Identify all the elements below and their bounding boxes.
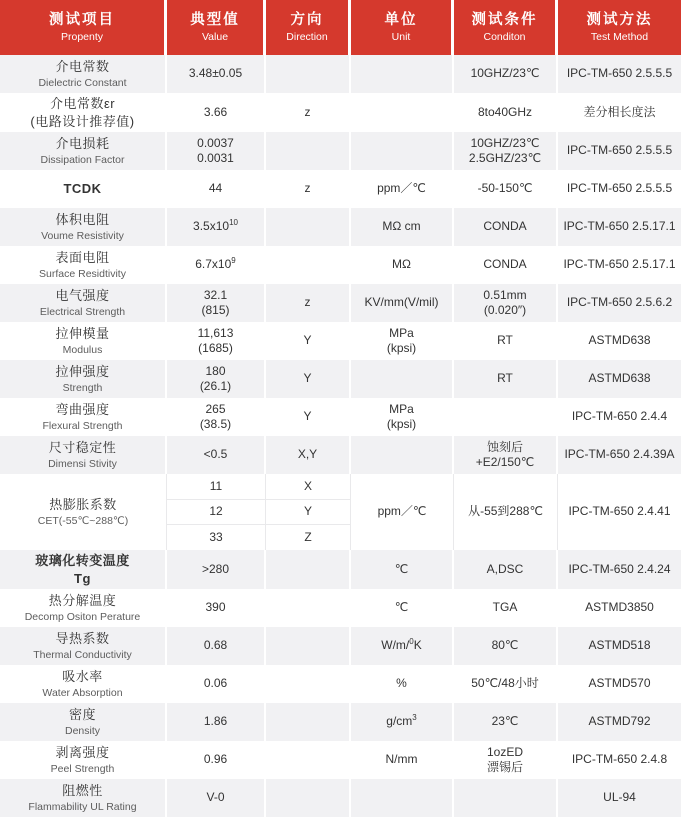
table-row xyxy=(0,779,681,817)
condition-cell: 10GHZ/23℃ 2.5GHZ/23℃ xyxy=(454,132,558,170)
direction-cell xyxy=(266,208,351,246)
condition-cell: CONDA xyxy=(454,208,558,246)
value-cell: 0.06 xyxy=(167,665,266,703)
header-label-en: Test Method xyxy=(590,30,649,43)
direction-cell xyxy=(266,703,351,741)
direction-cell: X xyxy=(266,474,351,499)
unit-cell: ℃ xyxy=(351,589,454,627)
unit-cell: % xyxy=(351,665,454,703)
condition-cell: 10GHZ/23℃ xyxy=(454,55,558,93)
header-label-zh: 测试条件 xyxy=(471,11,538,28)
unit-cell xyxy=(351,779,454,817)
header-label-en: Direction xyxy=(286,30,328,43)
cte-subrow xyxy=(167,474,351,500)
method-cell: IPC-TM-650 2.5.6.2 xyxy=(566,295,673,310)
method-cell: ASTMD638 xyxy=(588,371,651,386)
table-row xyxy=(0,741,681,779)
unit-cell: ppm／℃ xyxy=(351,474,454,550)
property-name-cell: 尺寸稳定性 Dimensi Stivity xyxy=(0,436,167,474)
condition-cell: 蚀刻后 +E2/150℃ xyxy=(454,436,558,474)
header-cell-test-item xyxy=(0,0,167,55)
property-name-cell: 拉伸模量 Modulus xyxy=(0,322,167,360)
table-row xyxy=(0,703,681,741)
header-label-zh: 测试方法 xyxy=(586,11,653,28)
unit-cell: KV/mm(V/mil) xyxy=(351,284,454,322)
table-row xyxy=(0,360,681,398)
unit-cell xyxy=(351,436,454,474)
table-row xyxy=(0,246,681,284)
cte-subrow xyxy=(167,500,351,526)
direction-cell: Z xyxy=(266,525,351,550)
table-row xyxy=(0,436,681,474)
direction-cell: X,Y xyxy=(266,436,351,474)
header-cell-direction xyxy=(266,0,351,55)
method-cell: 差分相长度法 xyxy=(583,104,656,119)
method-cell: IPC-TM-650 2.4.41 xyxy=(568,504,671,519)
value-cell: 0.96 xyxy=(167,741,266,779)
condition-cell: 从-55到288℃ xyxy=(454,474,558,550)
method-cell: ASTMD792 xyxy=(588,714,651,729)
header-cell-typical-value xyxy=(167,0,266,55)
property-name-cell: 剥离强度 Peel Strength xyxy=(0,741,167,779)
property-name-cell: 电气强度 Electrical Strength xyxy=(0,284,167,322)
table-row xyxy=(0,55,681,93)
property-name-cell: TCDK xyxy=(0,170,167,208)
unit-cell: W/m/$^0$K xyxy=(351,627,454,665)
value-cell: $6.7x10^9$ xyxy=(167,246,266,284)
condition-cell: 50℃/48小时 xyxy=(454,665,558,703)
property-name-cell: 玻璃化转变温度 Tg xyxy=(0,550,167,589)
condition-cell: 0.51mm (0.020″) xyxy=(454,284,558,322)
unit-cell: $g/cm^3$ xyxy=(351,703,454,741)
value-cell: 3.66 xyxy=(167,93,266,132)
method-cell: ASTMD570 xyxy=(588,676,651,691)
unit-cell: MPa (kpsi) xyxy=(351,322,454,360)
method-cell: IPC-TM-650 2.5.17.1 xyxy=(563,219,676,234)
condition-cell: -50-150℃ xyxy=(454,170,558,208)
property-name-cell: 热分解温度 Decomp Ositon Perature xyxy=(0,589,167,627)
unit-cell: MΩ cm xyxy=(351,208,454,246)
direction-cell xyxy=(266,741,351,779)
condition-cell: 8to40GHz xyxy=(454,93,558,132)
cte-subtable xyxy=(167,474,351,550)
unit-cell xyxy=(351,93,454,132)
header-cell-test-method xyxy=(558,0,681,55)
direction-cell: Y xyxy=(266,500,351,525)
value-cell: <0.5 xyxy=(167,436,266,474)
direction-cell: Y xyxy=(266,360,351,398)
direction-cell: z xyxy=(266,93,351,132)
method-cell: IPC-TM-650 2.4.8 xyxy=(571,752,668,767)
header-cell-unit xyxy=(351,0,454,55)
unit-cell: MPa (kpsi) xyxy=(351,398,454,436)
direction-cell: z xyxy=(266,170,351,208)
condition-cell: CONDA xyxy=(454,246,558,284)
header-label-zh: 方向 xyxy=(290,11,324,28)
table-row xyxy=(0,208,681,246)
table-row xyxy=(0,132,681,170)
property-name-cell: 体积电阻 Voume Resistivity xyxy=(0,208,167,246)
property-name-cell: 阻燃性 Flammability UL Rating xyxy=(0,779,167,817)
value-cell: 180 (26.1) xyxy=(167,360,266,398)
table-row xyxy=(0,93,681,132)
table-row xyxy=(0,550,681,589)
condition-cell: RT xyxy=(454,360,558,398)
unit-cell xyxy=(351,132,454,170)
method-cell: IPC-TM-650 2.4.4 xyxy=(571,409,668,424)
method-cell: IPC-TM-650 2.5.5.5 xyxy=(566,143,673,158)
direction-cell xyxy=(266,779,351,817)
direction-cell: Y xyxy=(266,398,351,436)
condition-cell: 23℃ xyxy=(454,703,558,741)
direction-cell xyxy=(266,665,351,703)
unit-cell: N/mm xyxy=(351,741,454,779)
property-name-cell: 密度 Density xyxy=(0,703,167,741)
property-name-cell: 拉伸强度 Strength xyxy=(0,360,167,398)
table-row xyxy=(0,665,681,703)
property-name-cell: 导热系数 Thermal Conductivity xyxy=(0,627,167,665)
property-name-cell: 介电常数εr (电路设计推荐值) xyxy=(0,93,167,132)
method-cell: ASTMD518 xyxy=(588,638,651,653)
method-cell: ASTMD638 xyxy=(588,333,651,348)
direction-cell: z xyxy=(266,284,351,322)
method-cell: IPC-TM-650 2.4.39A xyxy=(564,447,675,462)
unit-cell xyxy=(351,55,454,93)
value-cell: 12 xyxy=(167,500,266,525)
condition-cell xyxy=(454,398,558,436)
direction-cell xyxy=(266,589,351,627)
condition-cell: TGA xyxy=(454,589,558,627)
value-cell: 1.86 xyxy=(167,703,266,741)
table-row xyxy=(0,589,681,627)
condition-cell: 1ozED 漂锡后 xyxy=(454,741,558,779)
condition-cell: RT xyxy=(454,322,558,360)
unit-cell xyxy=(351,360,454,398)
property-name-cell: 弯曲强度 Flexural Strength xyxy=(0,398,167,436)
value-cell: 11,613 (1685) xyxy=(167,322,266,360)
value-cell: 390 xyxy=(167,589,266,627)
table-row xyxy=(0,322,681,360)
header-label-en: Unit xyxy=(391,30,411,43)
table-row xyxy=(0,474,681,550)
table-row xyxy=(0,284,681,322)
value-cell: 33 xyxy=(167,525,266,550)
condition-cell xyxy=(454,779,558,817)
method-cell: ASTMD3850 xyxy=(585,600,654,615)
value-cell: 44 xyxy=(167,170,266,208)
table-row xyxy=(0,627,681,665)
header-label-en: Value xyxy=(201,30,229,43)
value-cell: 265 (38.5) xyxy=(167,398,266,436)
header-label-zh: 测试项目 xyxy=(49,11,115,28)
value-cell: 0.0037 0.0031 xyxy=(167,132,266,170)
direction-cell xyxy=(266,132,351,170)
property-name-cell: 热膨胀系数 CET(-55℃~288℃) xyxy=(0,474,167,550)
header-label-zh: 单位 xyxy=(384,11,418,28)
value-cell: 32.1 (815) xyxy=(167,284,266,322)
direction-cell xyxy=(266,627,351,665)
table-header xyxy=(0,0,681,55)
method-cell: IPC-TM-650 2.4.24 xyxy=(568,561,671,576)
property-name-cell: 表面电阻 Surface Residtivity xyxy=(0,246,167,284)
method-cell: UL-94 xyxy=(603,790,636,805)
condition-cell: A,DSC xyxy=(454,550,558,589)
condition-cell: 80℃ xyxy=(454,627,558,665)
method-cell: IPC-TM-650 2.5.5.5 xyxy=(566,181,673,196)
value-cell: $3.5x10^{10}$ xyxy=(167,208,266,246)
unit-cell: MΩ xyxy=(351,246,454,284)
header-cell-test-condition xyxy=(454,0,558,55)
unit-cell: ℃ xyxy=(351,550,454,589)
value-cell: 3.48±0.05 xyxy=(167,55,266,93)
header-label-zh: 典型值 xyxy=(190,11,240,28)
method-cell: IPC-TM-650 2.5.17.1 xyxy=(563,257,676,272)
table-row xyxy=(0,398,681,436)
header-label-en: Conditon xyxy=(483,30,526,43)
table-row xyxy=(0,170,681,208)
property-name-cell: 吸水率 Water Absorption xyxy=(0,665,167,703)
direction-cell xyxy=(266,550,351,589)
header-label-en: Propenty xyxy=(60,30,104,43)
value-cell: V-0 xyxy=(167,779,266,817)
property-name-cell: 介电损耗 Dissipation Factor xyxy=(0,132,167,170)
direction-cell xyxy=(266,246,351,284)
value-cell: 0.68 xyxy=(167,627,266,665)
cte-subrow xyxy=(167,525,351,550)
direction-cell xyxy=(266,55,351,93)
table-body xyxy=(0,55,681,817)
direction-cell: Y xyxy=(266,322,351,360)
method-cell: IPC-TM-650 2.5.5.5 xyxy=(566,66,673,81)
unit-cell: ppm／℃ xyxy=(351,170,454,208)
property-name-cell: 介电常数 Dielectric Constant xyxy=(0,55,167,93)
value-cell: >280 xyxy=(167,550,266,589)
value-cell: 11 xyxy=(167,474,266,499)
